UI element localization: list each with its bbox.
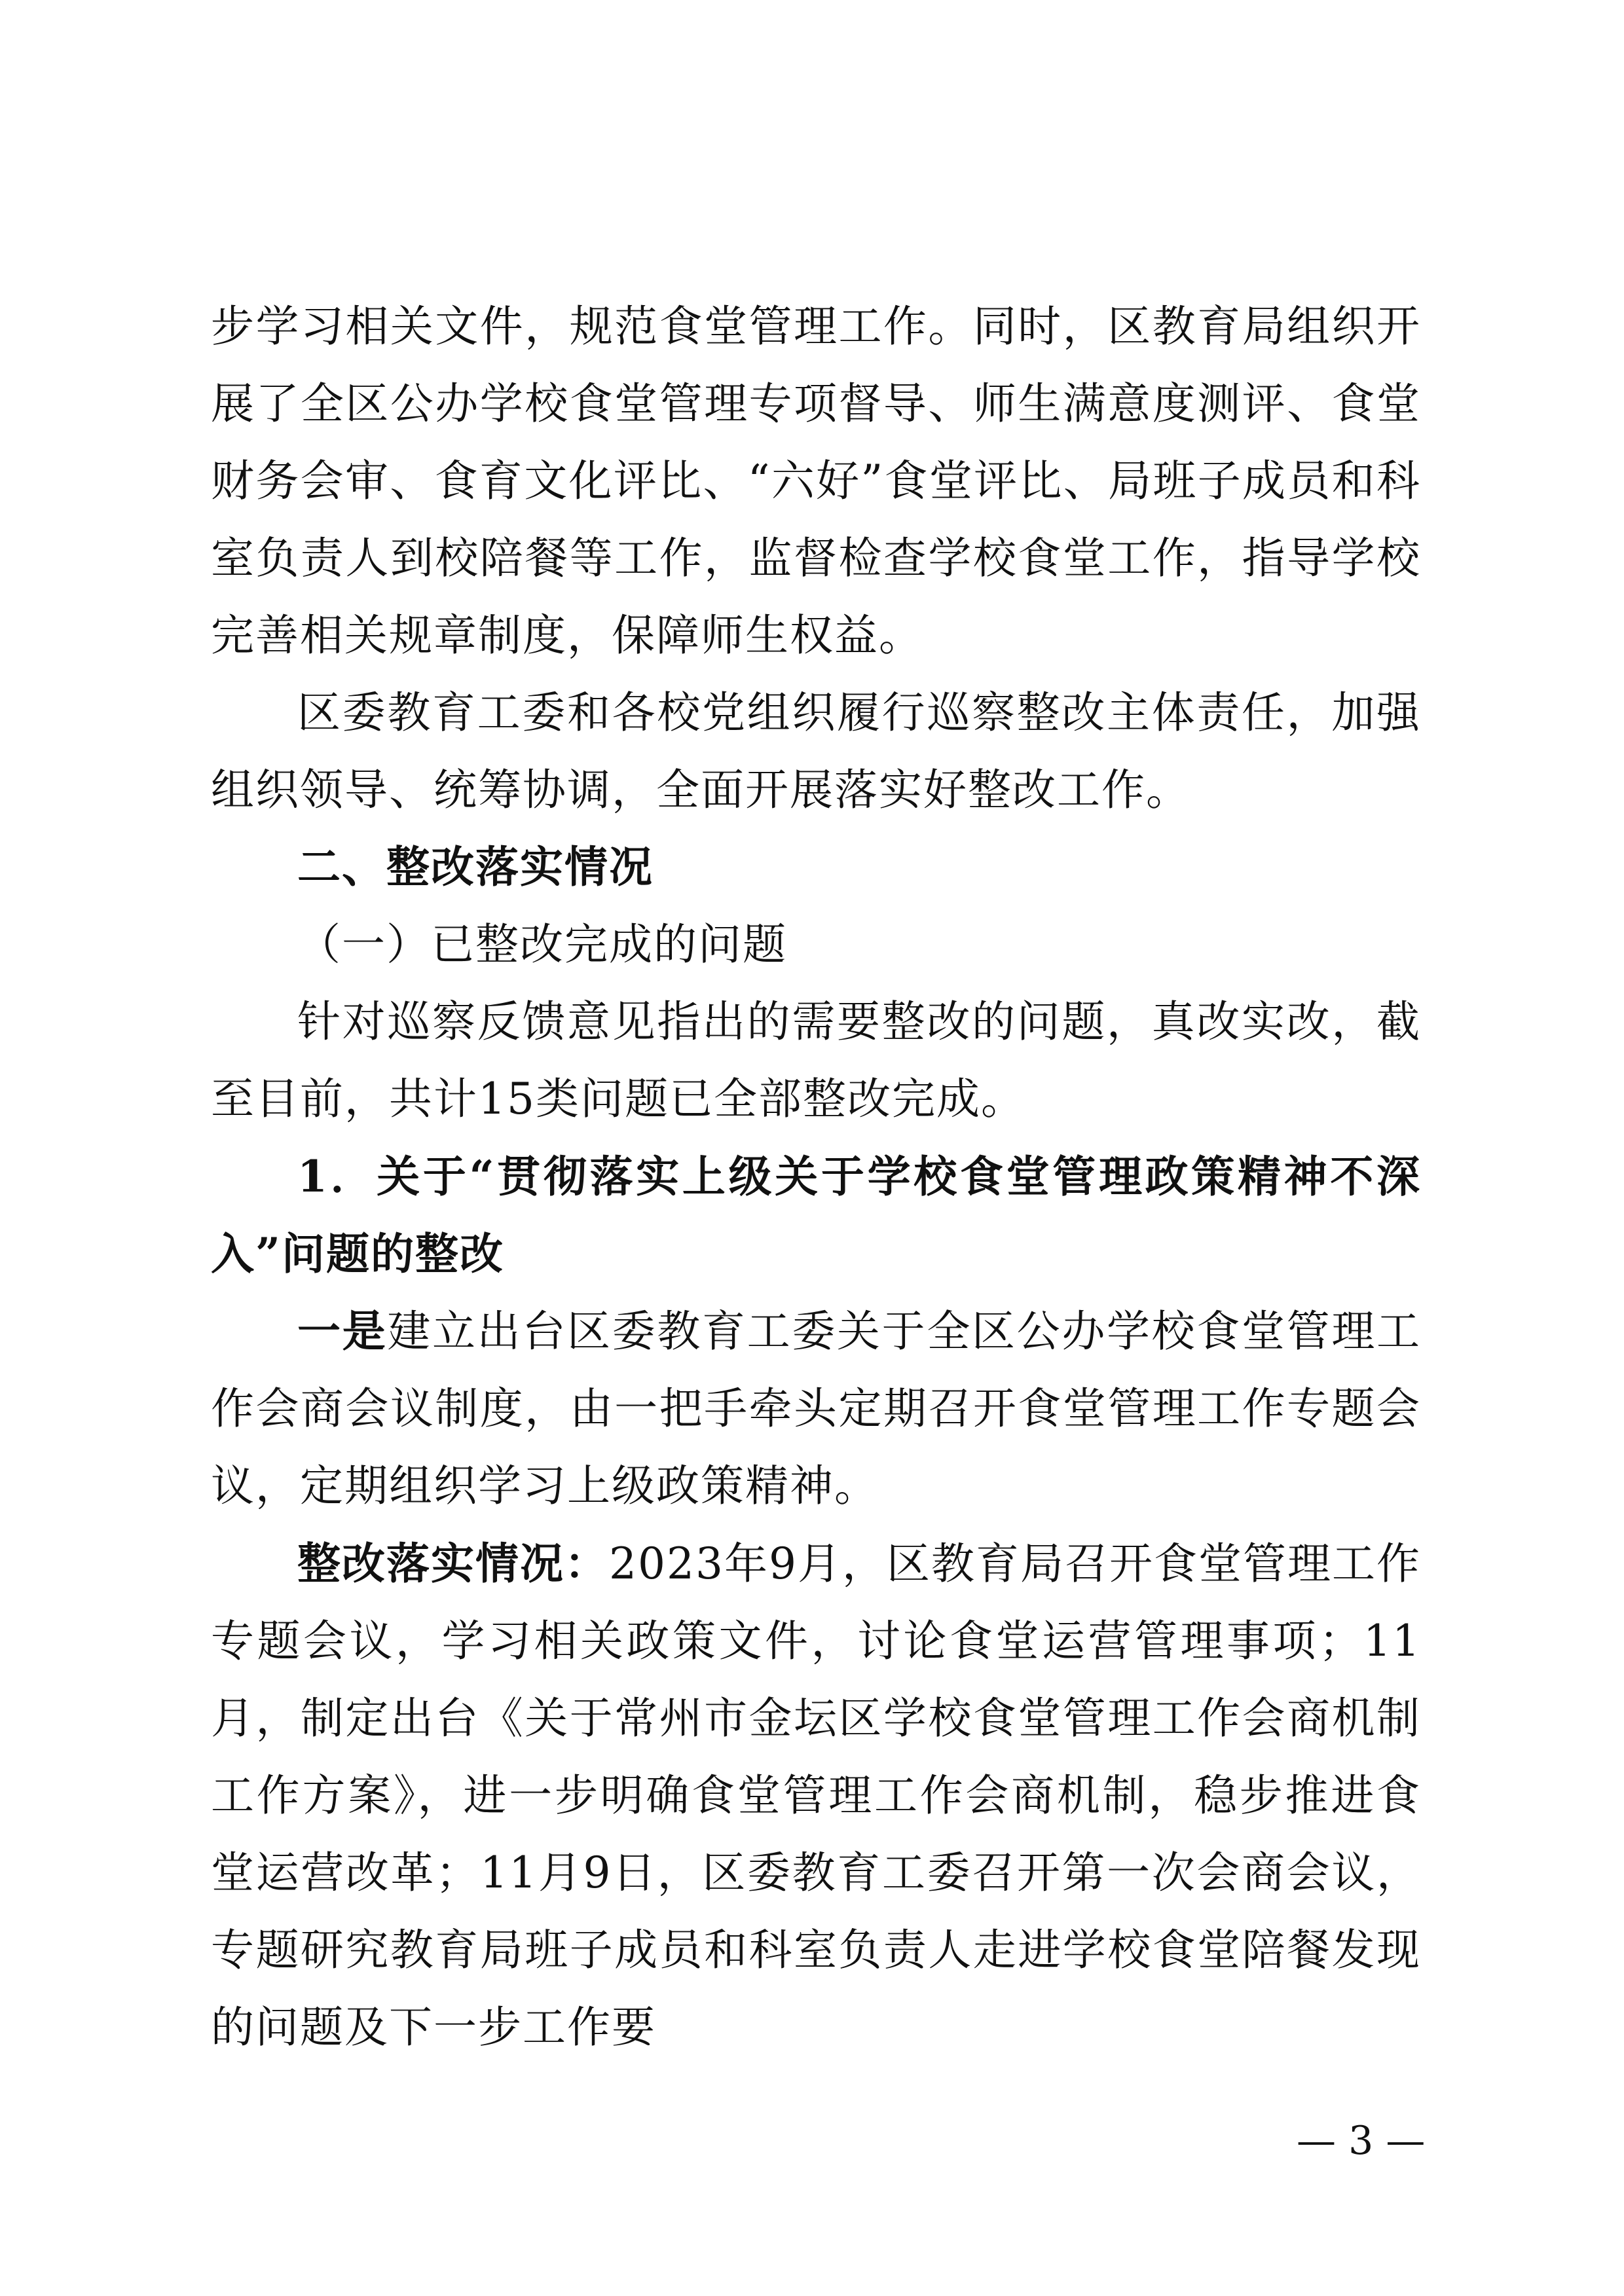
paragraph-measure-one [211,1292,1421,1525]
paragraph-implementation [211,1525,1421,2066]
item-title: 1．关于“贯彻落实上级关于学校食堂管理政策精神不深入”问题的整改 [211,1151,1421,1279]
measure-body: 建立出台区委教育工委关于全区公办学校食堂管理工作会商会议制度，由一把手牵头定期召开食堂管理工作专题会议，定期组织学习上级政策精神。 [211,1306,1422,1511]
page-number: — 3 — [1297,2118,1426,2164]
paragraph-responsibility: 区委教育工委和各校党组织履行巡察整改主体责任，加强组织领导、统筹协调，全面开展落实好整改工作。 [211,687,1421,815]
paragraph-continued: 步学习相关文件，规范食堂管理工作。同时，区教育局组织开展了全区公办学校食堂管理专项督导、师生满意度测评、食堂财务会审、食育文化评比、“六好”食堂评比、局班子成员和科室负责人到校陪餐等工作，监督检查学校食堂工作，指导学校完善相关规章制度，保障师生权益。 [211,301,1421,661]
implementation-lead: 整改落实情况： [297,1538,610,1589]
paragraph-summary: 针对巡察反馈意见指出的需要整改的问题，真改实改，截至目前，共计15类问题已全部整改完成。 [211,996,1421,1124]
document-body [211,288,1421,2066]
implementation-body: 2023年9月，区教育局召开食堂管理工作专题会议，学习相关政策文件，讨论食堂运营管理事项；11月，制定出台《关于常州市金坛区学校食堂管理工作会商机制工作方案》，进一步明确食堂管理工作会商机制，稳步推进食堂运营改革；11月9日，区委教育工委召开第一次会商会议，专题研究教育局班子成员和科室负责人走进学校食堂陪餐发现的问题及下一步工作要 [211,1539,1421,2052]
section-heading: 二、整改落实情况 [297,842,654,892]
subsection-heading: （一）已整改完成的问题 [297,919,787,970]
measure-lead: 一是 [297,1305,388,1357]
